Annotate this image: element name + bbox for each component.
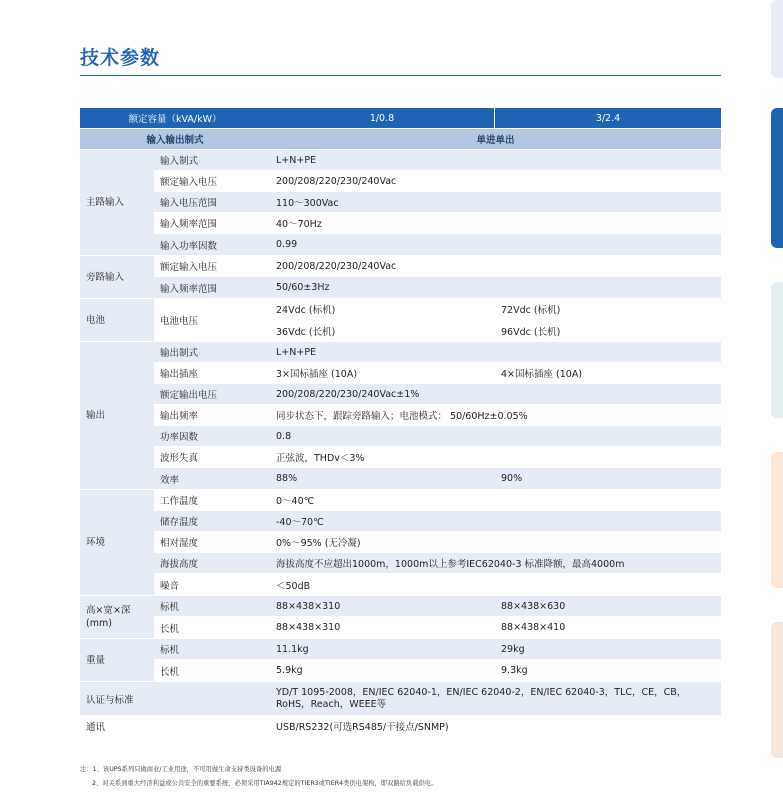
side-tab-1[interactable] [771,0,783,78]
row-value: 0%～95% (无冷凝) [276,538,361,549]
table-row [154,447,721,468]
table-row [154,596,721,617]
row-value-2: 4×国标插座 (10A) [501,369,583,380]
table-row [154,511,721,532]
group-battery [80,299,721,342]
row-value: L+N+PE [276,346,317,358]
row-name: 额定输入电压 [160,177,218,188]
row-name: 长机 [160,623,180,635]
footnotes [80,763,438,791]
row-name: 噪音 [160,580,180,592]
row-value: 110～300Vac [276,198,339,209]
table-row [270,320,721,341]
table-row [154,617,721,638]
row-name: 标机 [160,645,180,656]
page-title: 技术参数 [80,47,161,69]
row-value: 200/208/220/230/240Vac [276,260,397,272]
side-tab-2-active[interactable] [771,108,783,248]
row-value: -40～70℃ [276,517,324,528]
row-value: USB/RS232(可选RS485/干接点/SNMP) [276,722,449,733]
table-row [154,213,721,234]
row-name: 输出频率 [160,411,199,422]
row-value-1: 88% [276,473,298,484]
table-row [154,277,721,298]
group-label: 重量 [80,639,154,681]
group-label: 环境 [80,490,154,595]
header-row-capacity [80,108,721,129]
row-value: 0～40℃ [276,496,315,507]
group-dimensions [80,596,721,639]
capacity-col-1: 1/0.8 [270,108,495,128]
capacity-label: 额定容量（kVA/kW） [128,114,222,125]
row-name: 输入频率范围 [160,283,218,295]
table-row [154,574,721,595]
group-environment [80,490,721,596]
row-name: 电池电压 [160,316,199,327]
row-name: 相对湿度 [160,538,199,549]
row-value-1: 88×438×310 [276,600,341,612]
group-label: 输出 [80,342,154,489]
table-row [154,363,721,384]
row-name: 长机 [160,666,180,678]
row-name: 功率因数 [160,432,199,443]
row-value: ＜50dB [276,580,311,592]
group-label: 旁路输入 [80,256,154,298]
spec-table [80,108,721,737]
row-value-1: 3×国标插座 (10A) [276,369,358,380]
row-value: 同步状态下，跟踪旁路输入；电池模式： 50/60Hz±0.05% [276,411,528,422]
table-row [154,234,721,255]
row-value-1: 5.9kg [276,665,303,676]
footnote-2: 2、对关系到重大经济利益或公共安全的重要系统，必须采用TIA942规定的TIER3或TIER4类供电架构，即双路给负载供电。 [92,780,438,787]
group-output [80,342,721,490]
row-value: 正弦波，THDv＜3% [276,453,365,464]
group-bypass [80,256,721,299]
table-row [154,171,721,192]
row-name: 海拔高度 [160,559,199,570]
row-name: 工作温度 [160,496,199,507]
table-row [154,342,721,363]
row-value-2: 29kg [501,643,525,655]
row-value-2: 96Vdc (长机) [501,326,561,338]
row-name: 效率 [160,474,180,486]
row-name: 波形失真 [160,453,199,464]
table-row [154,426,721,447]
row-value: 40～70Hz [276,219,322,230]
row-name: 输入制式 [160,156,199,167]
group-label: 主路输入 [80,150,154,255]
group-label: 高×宽×深(mm) [80,596,154,638]
row-name: 输出插座 [160,369,199,380]
footnote-1: 注：1、该UPS系列只做商业/工业用途，不可用做生命支持类设备的电源 [80,766,282,773]
table-row [154,490,721,511]
table-row [154,660,721,681]
row-value: 200/208/220/230/240Vac [276,175,397,187]
row-value: 50/60±3Hz [276,282,330,293]
row-name: 输入频率范围 [160,219,218,230]
table-row [154,192,721,213]
capacity-col-2: 3/2.4 [595,112,621,124]
table-row-cert [80,682,721,716]
row-value-2: 72Vdc (标机) [501,305,561,316]
io-label: 输入输出制式 [146,135,204,146]
row-value: L+N+PE [276,154,317,166]
row-value: 海拔高度不应超出1000m，1000m以上参考IEC62040-3 标准降额，最高4000m [276,559,625,570]
row-value-1: 88×438×310 [276,622,341,633]
row-name: 通讯 [86,722,106,733]
row-value-1: 11.1kg [276,643,309,655]
group-main-input [80,150,721,256]
row-value-2: 88×438×630 [501,600,566,612]
row-name: 标机 [160,602,180,613]
row-value: 0.99 [276,239,298,250]
row-name: 认证与标准 [86,694,134,706]
io-value: 单进单出 [476,135,515,146]
row-value-1: 24Vdc (标机) [276,305,336,316]
side-tab-4[interactable] [771,452,783,588]
side-tabs [771,0,783,812]
side-tab-5[interactable] [771,622,783,758]
side-tab-3[interactable] [771,282,783,418]
table-row [154,468,721,489]
row-name: 额定输出电压 [160,390,218,401]
table-row [154,639,721,660]
row-value-1: 36Vdc (长机) [276,326,336,338]
row-value: 200/208/220/230/240Vac±1% [276,388,420,400]
row-name: 储存温度 [160,517,199,528]
row-value-2: 88×438×410 [501,622,566,633]
row-name: 输入电压范围 [160,198,218,209]
table-row [270,299,721,320]
row-value: YD/T 1095-2008，EN/IEC 62040-1，EN/IEC 62040-2，EN/IEC 62040-3，TLC，CE，CB，RoHS，Reach，WEEE等 [276,686,687,710]
group-label: 电池 [80,299,154,341]
table-row [154,553,721,574]
title-divider [80,75,721,76]
row-value-2: 90% [501,473,523,484]
row-name: 输入功率因数 [160,240,218,252]
table-row [154,384,721,405]
row-name: 输出制式 [160,348,199,359]
row-value-2: 9.3kg [501,665,528,676]
row-name: 额定输入电压 [160,262,218,273]
table-row [154,405,721,426]
group-weight [80,639,721,682]
table-row-comm [80,716,721,737]
table-row [154,150,721,171]
row-value: 0.8 [276,430,292,442]
table-row [154,532,721,553]
table-row [154,256,721,277]
header-row-io [80,129,721,150]
